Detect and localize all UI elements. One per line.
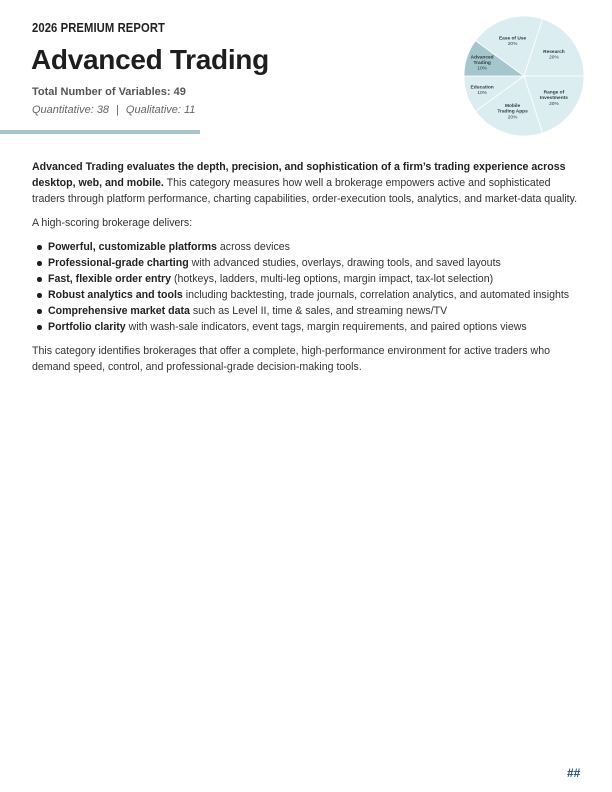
bullet-icon (37, 245, 42, 250)
list-item-bold: Portfolio clarity (48, 321, 126, 333)
pie-category-label: Education (470, 85, 494, 91)
closing-paragraph: This category identifies brokerages that offer a complete, high-performance environment for active traders who demand speed, control, and professional-grade decision-making tools. (32, 345, 550, 373)
list-item (32, 239, 582, 255)
pie-value-label: 20% (549, 101, 559, 107)
page-number: ## (567, 766, 581, 780)
pie-category-label: Investments (539, 96, 568, 102)
page-title: Advanced Trading (31, 44, 269, 75)
list-item-bold: Powerful, customizable platforms (48, 241, 217, 253)
report-eyebrow: 2026 PREMIUM REPORT (32, 21, 166, 35)
bullet-icon (37, 261, 42, 266)
pie-slices (464, 16, 584, 136)
pie-category-label: Trading Apps (497, 109, 528, 115)
category-weight-pie-chart (460, 10, 600, 145)
list-item-bold: Fast, flexible order entry (48, 273, 172, 285)
separator: | (116, 104, 119, 116)
list-item-bold: Professional-grade charting (48, 257, 189, 269)
pie-category-label: Range of (543, 90, 565, 96)
pie-value-label: 10% (477, 66, 487, 72)
pie-category-label: Advanced (470, 55, 494, 61)
bullet-icon (37, 325, 42, 330)
list-item (32, 271, 582, 287)
list-item-text: with wash-sale indicators, event tags, margin requirements, and paired options views (125, 321, 527, 333)
pie-value-label: 20% (507, 42, 518, 48)
body-content (32, 159, 582, 383)
list-item-text: across devices (216, 241, 290, 253)
lead-in: A high-scoring brokerage delivers: (32, 217, 193, 229)
header-divider (0, 130, 200, 134)
list-item (32, 319, 582, 335)
variable-breakdown (32, 104, 195, 116)
list-item (32, 287, 582, 303)
list-item-text: including backtesting, trade journals, correlation analytics, and automated insights (182, 289, 570, 301)
bullet-icon (37, 309, 42, 314)
intro-bold: Advanced Trading evaluates the depth, precision, and sophistication of a firm’s trading experience across desktop, web, and mobile. (32, 161, 566, 189)
total-variables: Total Number of Variables: 49 (32, 86, 186, 98)
list-item-text: with advanced studies, overlays, drawing tools, and saved layouts (188, 257, 501, 269)
pie-value-label: 10% (477, 90, 487, 96)
list-item-text: (hotkeys, ladders, multi-leg options, margin impact, tax-lot selection) (171, 273, 494, 285)
pie-value-label: 20% (507, 115, 518, 121)
list-item (32, 303, 582, 319)
intro-rest: This category measures how well a brokerage empowers active and sophisticated traders through platform performance, charting capabilities, order-execution tools, analytics, and market-data quality. (32, 177, 578, 205)
list-item-bold: Comprehensive market data (48, 305, 190, 317)
pie-category-label: Trading (473, 60, 491, 66)
bullet-icon (37, 277, 42, 282)
pie-category-label: Research (543, 49, 565, 55)
intro-paragraph (32, 159, 582, 207)
list-item-bold: Robust analytics and tools (48, 289, 183, 301)
pie-category-label: Ease of Use (498, 36, 527, 42)
bullet-icon (37, 293, 42, 298)
list-item-text: such as Level II, time & sales, and streaming news/TV (189, 305, 448, 317)
list-item (32, 255, 582, 271)
pie-category-label: Mobile (504, 104, 521, 110)
feature-list (32, 239, 582, 335)
qualitative-count: Qualitative: 11 (125, 104, 196, 116)
pie-value-label: 20% (549, 55, 559, 61)
quantitative-count: Quantitative: 38 (32, 104, 110, 116)
